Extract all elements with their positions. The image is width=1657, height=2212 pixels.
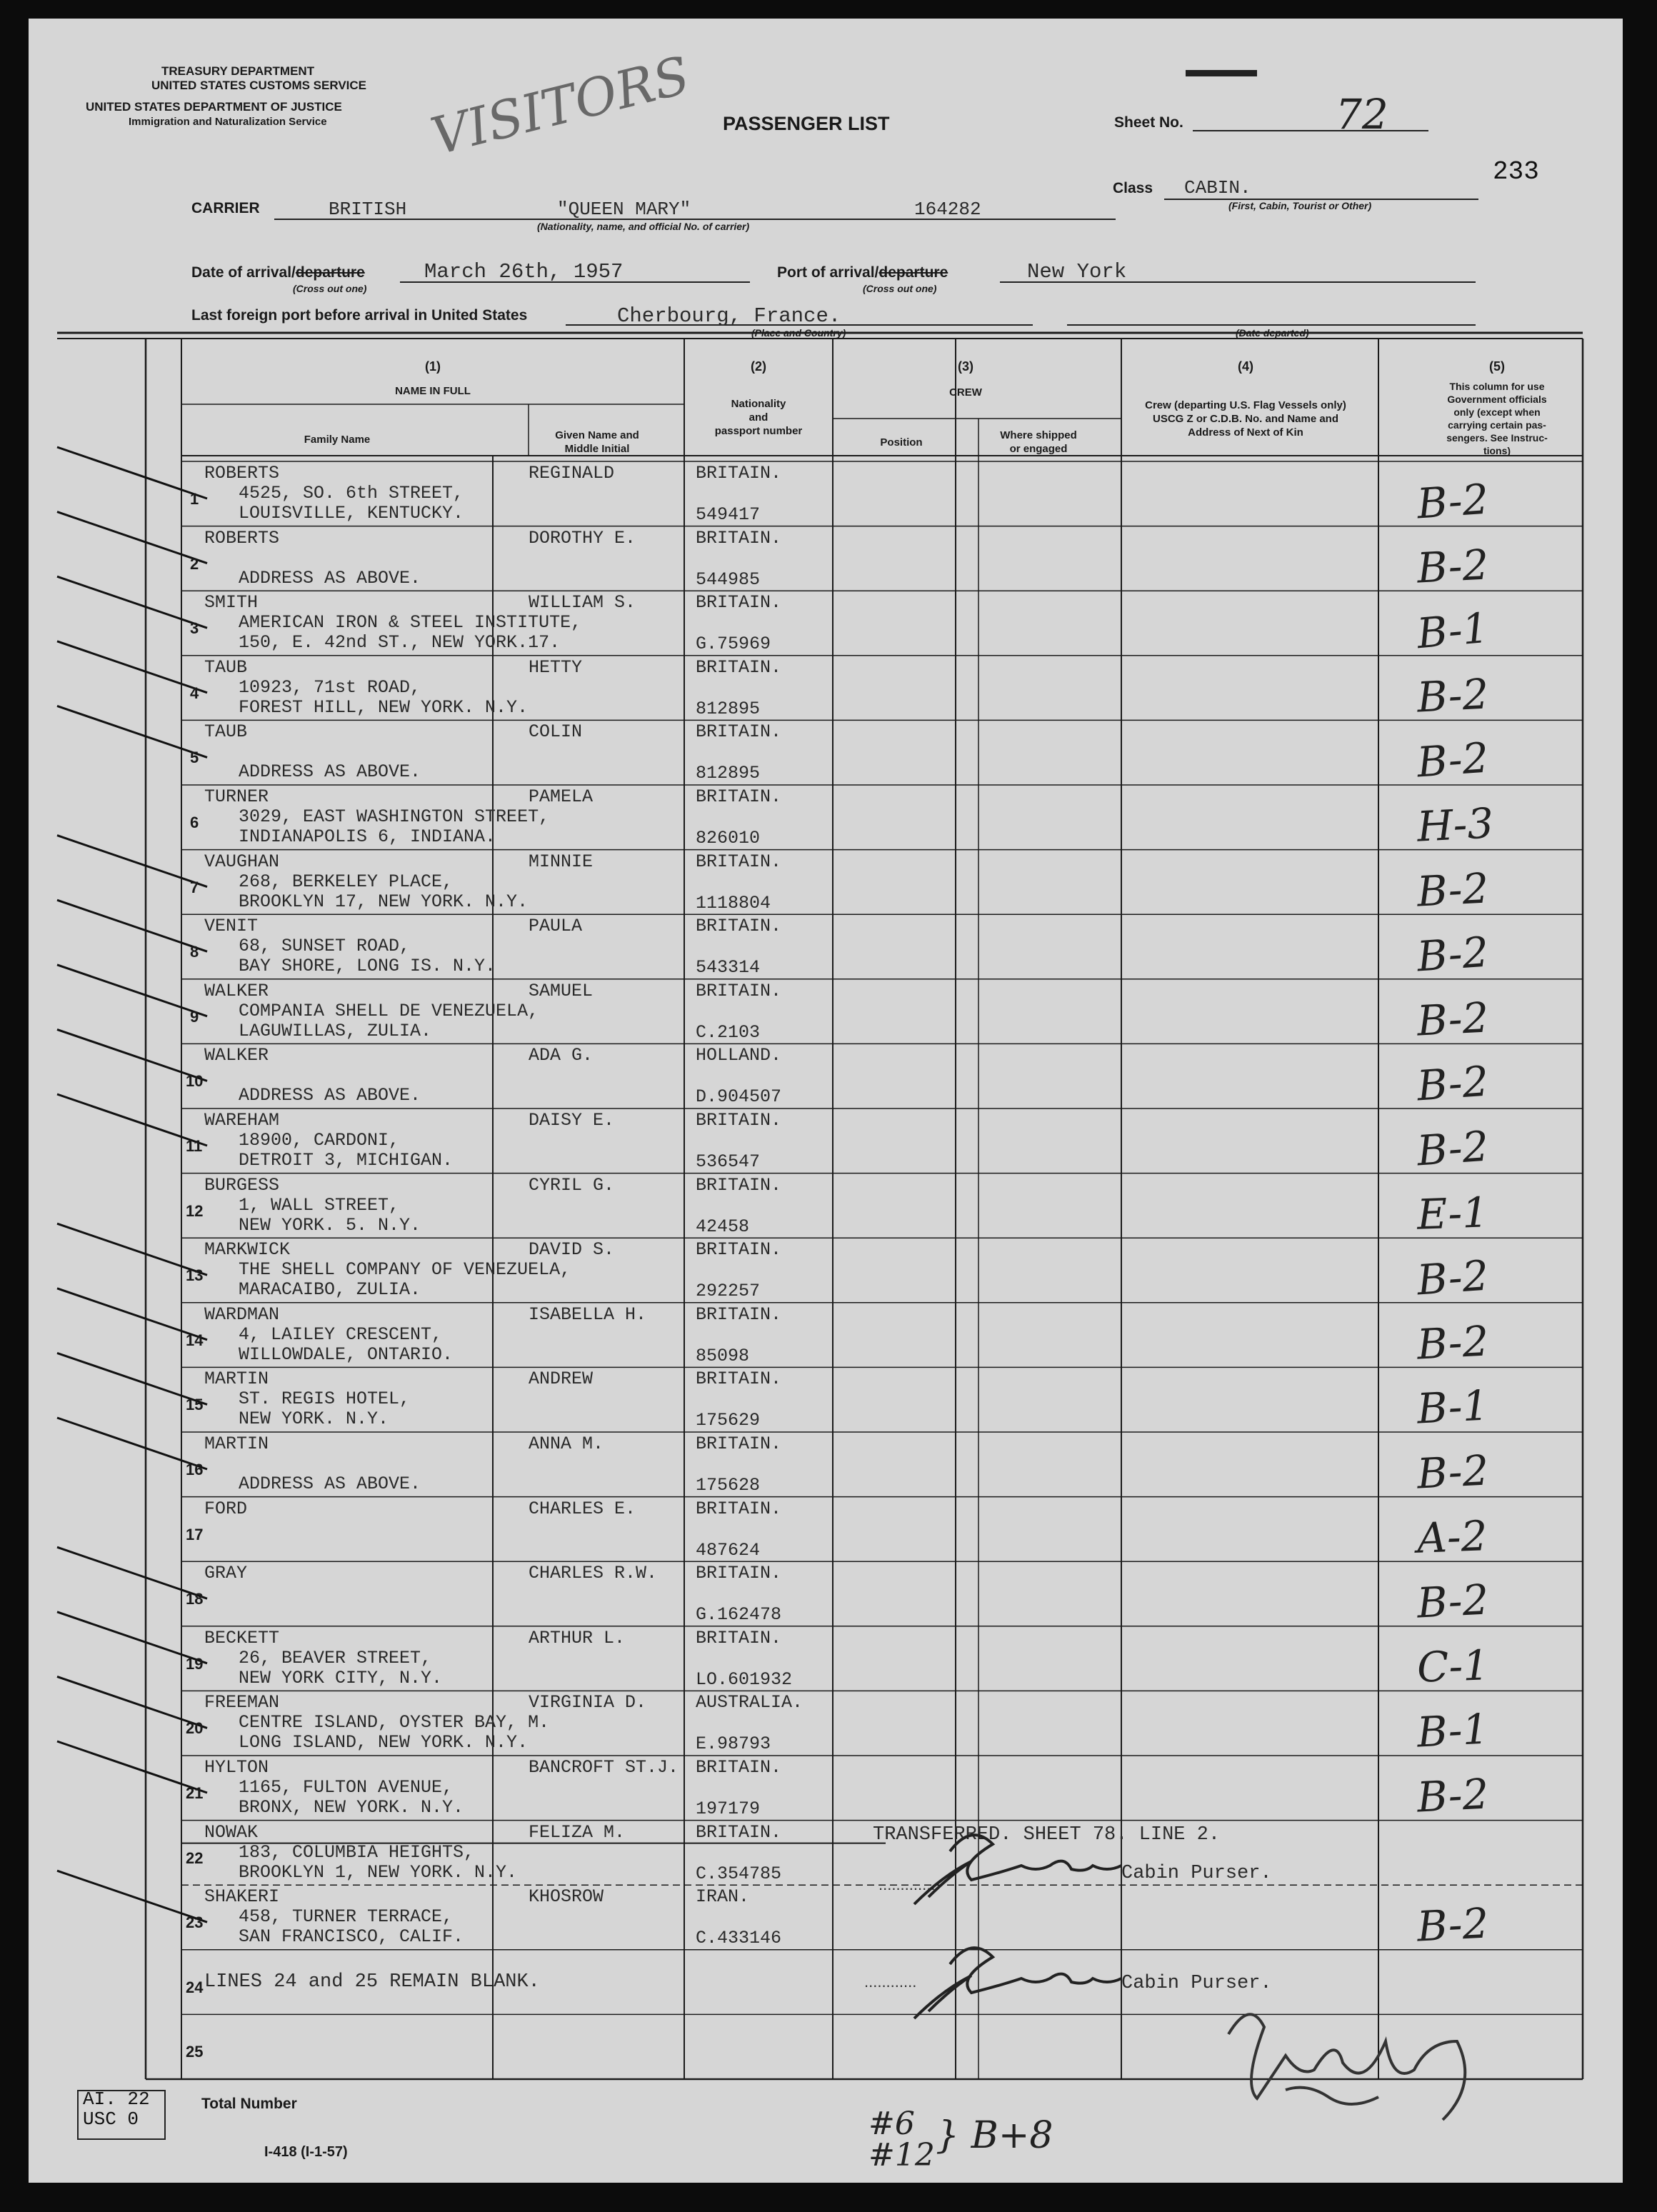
passport-number: 544985 [696, 569, 761, 590]
nationality: BRITAIN. [696, 656, 782, 678]
address-line-1: 458, TURNER TERRACE, [239, 1906, 454, 1928]
status-code: B-1 [1416, 1381, 1490, 1433]
row-number: 14 [186, 1331, 204, 1349]
row22-transfer-note: TRANSFERRED. SHEET 78. LINE 2. [873, 1824, 1221, 1846]
pen-check-mark [57, 1741, 207, 1793]
given-name: MINNIE [529, 851, 594, 872]
address-line-2: ADDRESS AS ABOVE. [239, 1473, 421, 1494]
agency-ins: Immigration and Naturalization Service [129, 116, 327, 128]
pen-check-mark [57, 706, 207, 757]
family-name: TAUB [204, 656, 248, 678]
status-code: B-2 [1416, 1575, 1490, 1628]
address-line-2: 150, E. 42nd ST., NEW YORK.17. [239, 632, 561, 654]
row-number: 6 [190, 814, 199, 831]
pen-check-mark [57, 965, 207, 1016]
passport-number: 85098 [696, 1345, 750, 1366]
port-caption: (Cross out one) [863, 283, 937, 294]
row-number: 10 [186, 1072, 204, 1091]
family-name: BECKETT [204, 1627, 280, 1648]
nationality: BRITAIN. [696, 463, 782, 484]
passport-number: D.904507 [696, 1086, 782, 1108]
status-code: E-1 [1416, 1187, 1490, 1239]
given-name: SAMUEL [529, 980, 594, 1001]
passport-number: 1118804 [696, 892, 771, 914]
address-line-1: 4, LAILEY CRESCENT, [239, 1323, 443, 1345]
family-name: MARTIN [204, 1368, 269, 1390]
status-code: B-2 [1416, 1898, 1490, 1951]
given-name: COLIN [529, 721, 583, 743]
address-line-1: 1165, FULTON AVENUE, [239, 1777, 454, 1798]
pen-check-mark [57, 1676, 207, 1728]
nationality: HOLLAND. [696, 1045, 782, 1066]
given-name: DAVID S. [529, 1239, 615, 1261]
given-name: CYRIL G. [529, 1174, 615, 1196]
address-line-2: MARACAIBO, ZULIA. [239, 1279, 421, 1301]
status-code: B-2 [1416, 1769, 1490, 1822]
nationality: BRITAIN. [696, 1757, 782, 1778]
page-number: 233 [1493, 157, 1539, 186]
passport-number: 826010 [696, 828, 761, 849]
address-line-1: 183, COLUMBIA HEIGHTS, [239, 1841, 475, 1863]
family-name: FORD [204, 1498, 248, 1519]
address-line-1: THE SHELL COMPANY OF VENEZUELA, [239, 1259, 571, 1281]
status-code: B-2 [1416, 540, 1490, 593]
arrival-date: March 26th, 1957 [424, 260, 624, 284]
col5-title: This column for use Government officials only (except when carrying certain pas- sengers. See Instruc- tions) [1446, 381, 1548, 456]
carrier-label: CARRIER [191, 200, 260, 216]
date-label: Date of arrival/departure [191, 264, 365, 281]
family-name: SHAKERI [204, 1886, 280, 1908]
pen-check-mark [57, 1223, 207, 1275]
address-line-2: ADDRESS AS ABOVE. [239, 1085, 421, 1106]
col2-num: (2) [751, 359, 766, 374]
col3-num: (3) [958, 359, 973, 374]
agency-justice: UNITED STATES DEPARTMENT OF JUSTICE [86, 100, 342, 114]
pen-check-mark [57, 447, 207, 499]
status-code: B-2 [1415, 1121, 1491, 1176]
pen-check-mark [57, 1029, 207, 1081]
address-line-2: NEW YORK. 5. N.Y. [239, 1214, 421, 1236]
address-line-1: CENTRE ISLAND, OYSTER BAY, M. [239, 1712, 550, 1733]
address-line-1: 1, WALL STREET, [239, 1194, 400, 1216]
row-number: 11 [186, 1137, 203, 1155]
pen-check-mark [57, 1547, 207, 1598]
passport-number: 175629 [696, 1410, 761, 1431]
pen-check-mark [57, 1094, 207, 1146]
pen-check-mark [57, 1288, 207, 1340]
nationality: BRITAIN. [696, 1821, 782, 1843]
row-number: 24 [186, 1978, 204, 1996]
given-name: REGINALD [529, 463, 615, 484]
nationality: BRITAIN. [696, 851, 782, 872]
pen-check-mark [57, 836, 207, 887]
status-code: H-3 [1416, 799, 1495, 851]
row-number: 7 [190, 878, 199, 896]
nationality: BRITAIN. [696, 1368, 782, 1390]
given-name: ANNA M. [529, 1433, 604, 1454]
row-number: 16 [186, 1461, 204, 1478]
status-code: B-2 [1416, 1446, 1490, 1498]
status-code: B-2 [1415, 927, 1491, 981]
nationality: BRITAIN. [696, 1498, 782, 1519]
passport-number: C.433146 [696, 1928, 782, 1949]
row-number: 5 [190, 749, 199, 767]
given-name: KHOSROW [529, 1886, 604, 1908]
passport-number: G.162478 [696, 1604, 782, 1626]
pen-check-mark [57, 1612, 207, 1663]
passport-number: 42458 [696, 1216, 750, 1237]
passport-number: LO.601932 [696, 1668, 793, 1690]
given-name: CHARLES R.W. [529, 1563, 658, 1584]
row-number: 9 [190, 1007, 199, 1026]
address-line-2: FOREST HILL, NEW YORK. N.Y. [239, 696, 529, 718]
col4-title: Crew (departing U.S. Flag Vessels only) USCG Z or C.D.B. No. and Name and Address of Next of Kin [1145, 399, 1346, 439]
col5-num: (5) [1489, 359, 1505, 374]
nationality: BRITAIN. [696, 1563, 782, 1584]
passport-number: 812895 [696, 763, 761, 784]
carrier-caption: (Nationality, name, and official No. of carrier) [537, 221, 750, 232]
class-caption: (First, Cabin, Tourist or Other) [1228, 200, 1372, 211]
family-name: MARKWICK [204, 1239, 291, 1261]
address-line-1: 10923, 71st ROAD, [239, 676, 421, 698]
address-line-1: 4525, SO. 6th STREET, [239, 483, 464, 504]
given-name: VIRGINIA D. [529, 1692, 647, 1713]
nationality: BRITAIN. [696, 1174, 782, 1196]
family-name: FREEMAN [204, 1692, 280, 1713]
passport-number: 543314 [696, 957, 761, 979]
row-number: 15 [186, 1396, 204, 1414]
address-line-2: ADDRESS AS ABOVE. [239, 567, 421, 589]
given-name: PAMELA [529, 786, 594, 807]
row-number: 25 [186, 2043, 204, 2061]
pen-check-mark [57, 576, 207, 628]
given-name: ANDREW [529, 1368, 594, 1390]
address-line-2: BROOKLYN 17, NEW YORK. N.Y. [239, 891, 529, 912]
passport-number: 549417 [696, 504, 761, 525]
stamp-line1: AI. 22 [83, 2088, 150, 2110]
nationality: BRITAIN. [696, 1627, 782, 1648]
family-name: ROBERTS [204, 463, 280, 484]
family-name: SMITH [204, 592, 259, 614]
status-code: B-2 [1416, 864, 1490, 916]
given-name: BANCROFT ST.J. [529, 1757, 679, 1778]
row-number: 4 [190, 684, 199, 702]
family-name: VENIT [204, 916, 259, 937]
status-code: B-2 [1415, 1251, 1491, 1305]
address-line-2: LONG ISLAND, NEW YORK. N.Y. [239, 1732, 529, 1753]
passport-number: C.354785 [696, 1863, 782, 1884]
address-line-2: SAN FRANCISCO, CALIF. [239, 1926, 464, 1948]
address-line-2: NEW YORK. N.Y. [239, 1408, 389, 1430]
row-number: 20 [186, 1719, 204, 1738]
given-name: HETTY [529, 656, 583, 678]
nationality: BRITAIN. [696, 916, 782, 937]
last-port-caption: (Place and Country) [751, 327, 846, 339]
family-name: WALKER [204, 1045, 269, 1066]
nationality: AUSTRALIA. [696, 1692, 804, 1713]
nationality: BRITAIN. [696, 1303, 782, 1325]
col1-num: (1) [425, 359, 441, 374]
col2-title: Nationality and passport number [714, 398, 803, 437]
nationality: BRITAIN. [696, 980, 782, 1001]
pen-check-mark [57, 641, 207, 693]
address-line-1: COMPANIA SHELL DE VENEZUELA, [239, 1000, 539, 1021]
passport-number: 292257 [696, 1281, 761, 1302]
status-code: B-2 [1415, 474, 1491, 529]
page-title: PASSENGER LIST [723, 113, 890, 134]
address-line-1: 18900, CARDONI, [239, 1130, 400, 1151]
row-number: 12 [186, 1201, 204, 1220]
row24-note: LINES 24 and 25 REMAIN BLANK. [204, 1971, 540, 1993]
col3-position: Position [880, 436, 923, 449]
given-name: WILLIAM S. [529, 592, 636, 614]
address-line-1: 3029, EAST WASHINGTON STREET, [239, 806, 550, 827]
status-code: B-2 [1415, 1056, 1491, 1111]
date-caption: (Cross out one) [293, 283, 367, 294]
total-number-label: Total Number [201, 2096, 297, 2112]
nationality: BRITAIN. [696, 1433, 782, 1454]
pen-check-mark [57, 1871, 207, 1922]
address-line-2: ADDRESS AS ABOVE. [239, 761, 421, 783]
status-code: B-2 [1415, 733, 1491, 787]
family-name: WALKER [204, 980, 269, 1001]
address-line-2: BAY SHORE, LONG IS. N.Y. [239, 956, 496, 977]
pen-check-mark [57, 900, 207, 951]
col1-given: Given Name and Middle Initial [555, 429, 639, 455]
row-number: 22 [186, 1848, 204, 1867]
family-name: HYLTON [204, 1757, 269, 1778]
address-line-1: ST. REGIS HOTEL, [239, 1388, 411, 1410]
given-name: DOROTHY E. [529, 527, 636, 549]
nationality: IRAN. [696, 1886, 750, 1908]
given-name: ADA G. [529, 1045, 594, 1066]
class-value: CABIN. [1184, 177, 1251, 199]
pen-check-mark [57, 1418, 207, 1469]
status-code: C-1 [1416, 1641, 1491, 1692]
row22-purser: Cabin Purser. [1121, 1863, 1272, 1884]
family-name: TURNER [204, 786, 269, 807]
date-departed-caption: (Date departed) [1236, 327, 1309, 339]
given-name: ISABELLA H. [529, 1303, 647, 1325]
address-line-2: DETROIT 3, MICHIGAN. [239, 1150, 454, 1171]
passport-number: 536547 [696, 1151, 761, 1172]
row-number: 3 [190, 619, 199, 638]
row-number: 1 [190, 490, 199, 508]
address-line-2: WILLOWDALE, ONTARIO. [239, 1343, 454, 1365]
status-code: B-1 [1416, 1704, 1490, 1757]
family-name: TAUB [204, 721, 248, 743]
nationality: BRITAIN. [696, 721, 782, 743]
passport-number: 487624 [696, 1539, 761, 1561]
status-code: B-2 [1416, 993, 1490, 1046]
passport-number: E.98793 [696, 1733, 771, 1755]
passport-number: 812895 [696, 698, 761, 719]
given-name: PAULA [529, 916, 583, 937]
form-number: I-418 (I-1-57) [264, 2144, 348, 2160]
stamp-line2: USC 0 [83, 2108, 139, 2130]
status-code: B-2 [1416, 1316, 1490, 1369]
address-line-2: BROOKLYN 1, NEW YORK. N.Y. [239, 1861, 518, 1883]
status-code: B-1 [1415, 603, 1491, 659]
family-name: VAUGHAN [204, 851, 280, 872]
address-line-1: 268, BERKELEY PLACE, [239, 871, 454, 892]
family-name: GRAY [204, 1563, 248, 1584]
agency-treasury: TREASURY DEPARTMENT [161, 64, 315, 78]
row-number: 18 [186, 1590, 204, 1608]
nationality: BRITAIN. [696, 527, 782, 549]
passport-number: G.75969 [696, 634, 771, 655]
given-name: ARTHUR L. [529, 1627, 626, 1648]
carrier-number: 164282 [914, 199, 981, 220]
nationality: BRITAIN. [696, 786, 782, 807]
passport-number: 197179 [696, 1798, 761, 1819]
handwritten-total-2: #12 [868, 2137, 935, 2173]
last-port-label: Last foreign port before arrival in United States [191, 307, 528, 324]
class-label: Class [1113, 180, 1153, 196]
agency-customs: UNITED STATES CUSTOMS SERVICE [151, 79, 367, 92]
status-code: B-2 [1416, 669, 1490, 722]
row-number: 21 [186, 1784, 204, 1802]
family-name: MARTIN [204, 1433, 269, 1454]
col3-where: Where shipped or engaged [1000, 429, 1077, 455]
last-port-value: Cherbourg, France. [617, 304, 841, 328]
row-number: 17 [186, 1525, 204, 1543]
address-line-2: NEW YORK CITY, N.Y. [239, 1667, 443, 1688]
row24-purser: Cabin Purser. [1121, 1973, 1272, 1994]
nationality: BRITAIN. [696, 592, 782, 614]
handwritten-total-3: } B+8 [936, 2114, 1053, 2157]
address-line-2: INDIANAPOLIS 6, INDIANA. [239, 826, 496, 847]
family-name: WAREHAM [204, 1110, 280, 1131]
sheet-label: Sheet No. [1114, 114, 1183, 131]
row-number: 13 [186, 1266, 204, 1285]
address-line-2: LAGUWILLAS, ZULIA. [239, 1020, 432, 1041]
col1-family: Family Name [304, 434, 371, 446]
family-name: ROBERTS [204, 527, 280, 549]
family-name: WARDMAN [204, 1303, 280, 1325]
status-code: A-2 [1416, 1511, 1488, 1563]
given-name: FELIZA M. [529, 1821, 626, 1843]
given-name: CHARLES E. [529, 1498, 636, 1519]
family-name: NOWAK [204, 1821, 259, 1843]
passport-number: C.2103 [696, 1021, 761, 1043]
address-line-2: BRONX, NEW YORK. N.Y. [239, 1797, 464, 1818]
address-line-1: 26, BEAVER STREET, [239, 1647, 432, 1668]
family-name: BURGESS [204, 1174, 280, 1196]
col3-title: CREW [949, 386, 982, 399]
address-line-1: 68, SUNSET ROAD, [239, 936, 411, 957]
nationality: BRITAIN. [696, 1110, 782, 1131]
passport-number: 175628 [696, 1475, 761, 1496]
row-number: 2 [190, 554, 199, 573]
nationality: BRITAIN. [696, 1239, 782, 1261]
col4-num: (4) [1238, 359, 1253, 374]
passenger-list-sheet: TREASURY DEPARTMENT UNITED STATES CUSTOMS SERVICE UNITED STATES DEPARTMENT OF JUSTICE Immigration and Naturalization Service VISITORS PASSENGER LIST Sheet No. 72 233 CARRIER BRITISH "QUEEN MARY" 164282 (Nationality, name, and official No. of carrier) Class CABIN. (First, Cabin, Tourist or Other) Date of arrival/departure (Cross out one) March 26th, 1957 Port of arrival/departure (Cross out one) New York Last foreign port before arrival in United States Cherbourg, France. (Place and Country) (Date departed) (1) NAME IN FULL Family Name Given Name and Middle Initial (2) Nationality and passport number (3) CREW Position Where shipped or engaged (4) Crew (departing U.S. Flag Vessels only) USCG Z or C.D.B. No. and Name and Address of Next of Kin (5) This column for use Government officials only (except when carrying certain pas- sengers. See Instruc- tions) 1 ROBERTS REGINALD 4525, SO. 6th STREET, LOUISVILLE, KENTUCKY. BRITAIN. 549417 B-2 2 ROBERTS DOROTHY E. ADDRESS AS ABOVE. BRITAIN. 544985 B-2 3 SMITH WILLIAM S. AMERICAN IRON & STEEL INSTITUTE, 150, E. 42nd ST., NEW YORK.17. BRITAIN. G.75969 B-1 4 TAUB HETTY 10923, 71st ROAD, FOREST HILL, NEW YORK. N.Y. BRITAIN. 812895 B-2 5 TAUB COLIN ADDRESS AS ABOVE. BRITAIN. 812895 B-2 6 TURNER PAMELA 3029, EAST WASHINGTON STREET, INDIANAPOLIS 6, INDIANA. BRITAIN. 826010 H-3 7 VAUGHAN MINNIE 268, BERKELEY PLACE, BROOKLYN 17, NEW YORK. N.Y. BRITAIN. 1118804 B-2 8 VENIT PAULA 68, SUNSET ROAD, BAY SHORE, LONG IS. N.Y. BRITAIN. 543314 B-2 9 WALKER SAMUEL COMPANIA SHELL DE VENEZUELA, LAGUWILLAS, ZULIA. BRITAIN. C.2103 B-2 10 WALKER ADA G. ADDRESS AS ABOVE. HOLLAND. D.904507 B-2 11 WAREHAM DAISY E. 18900, CARDONI, DETROIT 3, MICHIGAN. BRITAIN. 536547 B-2 12 BURGESS CYRIL G. 1, WALL STREET, NEW YORK. 5. N.Y. BRITAIN. 42458 E-1 13 MARKWICK DAVID S. THE SHELL COMPANY OF VENEZUELA, MARACAIBO, ZULIA. BRITAIN. 292257 B-2 14 WARDMAN ISABELLA H. 4, LAILEY CRESCENT, WILLOWDALE, ONTARIO. BRITAIN. 85098 B-2 15 MARTIN ANDREW ST. REGIS HOTEL, NEW YORK. N.Y. BRITAIN. 175629 B-1 16 MARTIN ANNA M. ADDRESS AS ABOVE. BRITAIN. 175628 B-2 17 FORD CHARLES E. BRITAIN. 487624 A-2 18 GRAY CHARLES R.W. BRITAIN. G.162478 B-2 19 BECKETT ARTHUR L. 26, BEAVER STREET, NEW YORK CITY, N.Y. BRITAIN. LO.601932 C-1 20 FREEMAN VIRGINIA D. CENTRE ISLAND, OYSTER BAY, M. LONG ISLAND, NEW YORK. N.Y. AUSTRALIA. E.98793 B-1 21 HYLTON BANCROFT ST.J. 1165, FULTON AVENUE, BRONX, NEW YORK. N.Y. BRITAIN. 197179 B-2 22 NOWAK FELIZA M. 183, COLUMBIA HEIGHTS, BROOKLYN 1, NEW YORK. N.Y. BRITAIN. C.354785 23 SHAKERI KHOSROW 458, TURNER TERRACE, SAN FRANCISCO, CALIF. IRAN. C.433146 B-2 24 25 TRANSFERRED. SHEET 78. LINE 2. Cabin Purser. .............. LINES 24 and 25 REMAIN BLANK. Cabin Purser. ............ AI. 22 USC 0 Total Number I-418 (I-1-57) #6 #12 } B+8 [29, 19, 1623, 2183]
carrier-name: "QUEEN MARY" [557, 199, 691, 220]
pen-check-mark [57, 512, 207, 564]
address-line-2: LOUISVILLE, KENTUCKY. [239, 503, 464, 524]
visitors-stamp: VISITORS [425, 44, 696, 167]
row-number: 8 [190, 943, 199, 961]
arrival-port: New York [1027, 260, 1127, 284]
row-number: 19 [186, 1654, 204, 1673]
pen-check-mark [57, 1353, 207, 1404]
carrier-nationality: BRITISH [329, 199, 407, 220]
handwritten-total-1: #6 [868, 2106, 915, 2142]
address-line-1: AMERICAN IRON & STEEL INSTITUTE, [239, 612, 582, 634]
col1-title: NAME IN FULL [395, 385, 471, 397]
row-number: 23 [186, 1913, 204, 1932]
port-label: Port of arrival/departure [777, 264, 948, 281]
sheet-number: 72 [1336, 90, 1388, 139]
given-name: DAISY E. [529, 1110, 615, 1131]
